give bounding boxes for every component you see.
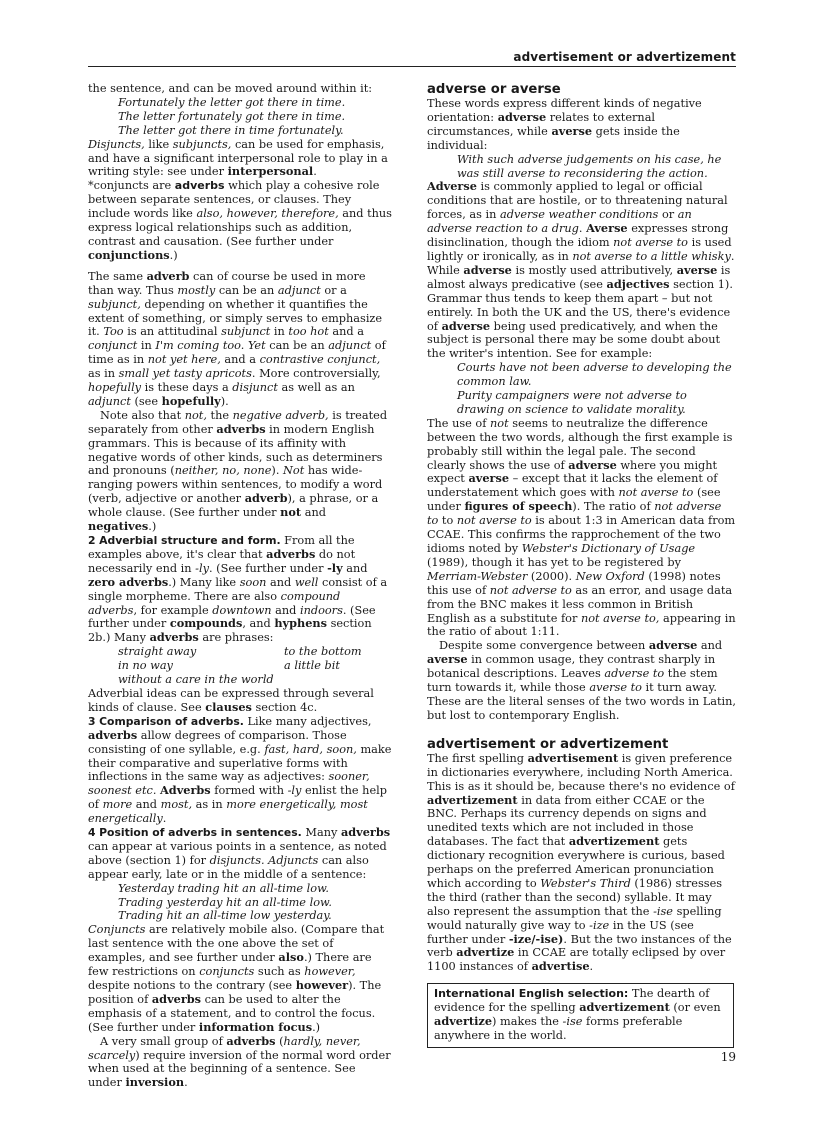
header-rule <box>88 66 736 67</box>
example: Trading hit an all-time low yesterday. <box>118 909 332 923</box>
box-label: International English selection: <box>434 987 629 1001</box>
example: Yesterday trading hit an all-time low. <box>118 881 330 895</box>
paragraph: 2 Adverbial structure and form. From all the examples above, it's clear that adverbs do not necessarily end in -ly. (See further under -ly and zero adverbs.) Many like soon and well consist of a single morpheme. There are also compound adverbs, for example downtown and indoors. (See further under compounds, and hyphens section 2b.) Many adverbs are phrases: <box>88 534 388 645</box>
paragraph: Conjuncts are relatively mobile also. (Compare that last sentence with the one above the set of examples, and see further under also.) There are few restrictions on conjuncts such as however, despite notions to the contrary (see however). The position of adverbs can be used to alter the emphasis of a statement, and to control the focus. (See further under information focus.) <box>88 923 385 1034</box>
page-number: 19 <box>720 1050 736 1064</box>
paragraph: Disjuncts, like subjuncts, can be used for emphasis, and have a significant interpersonal role to play in a writing style: see under interpersonal. <box>88 137 388 179</box>
headword-adverse: adverse or averse <box>427 82 561 97</box>
example: The letter got there in time fortunately. <box>118 123 344 137</box>
example: Courts have not been adverse to developing the common law. <box>457 361 732 389</box>
paragraph: The same adverb can of course be used in more than way. Thus mostly can be an adjunct or a subjunct, depending on whether it quantifies the extent of something, or simply serves to emphasize it. Too is an attitudinal subjunct in too hot and a conjunct in I'm coming too. Yet can be an adjunct of time as in not yet here, and a contrastive conjunct, as in small yet tasty apricots. More controversially, hopefully is these days a disjunct as well as an adjunct (see hopefully). <box>88 268 386 408</box>
paragraph: A very small group of adverbs (hardly, never, scarcely) require inversion of the normal word order when used at the beginning of a sentence. See under inversion. <box>88 1033 391 1090</box>
paragraph: The first spelling advertisement is given preference in dictionaries everywhere, including North America. This is as it should be, because there's no evidence of advertizement in data from either CCAE or the BNC. Perhaps its currency depends on signs and unedited texts which are not included in those databases. The fact that advertizement gets dictionary recognition everywhere is curious, based perhaps on the preferred American pronunciation which according to Webster's Third (1986) stresses the third (rather than the second) syllable. It may also represent the assumption that the -ise spelling would naturally give way to -ize in the US (see further under -ize/-ise). But the two instances of the verb advertize in CCAE are totally eclipsed by over 1100 instances of advertise. <box>427 750 735 974</box>
example: Trading yesterday hit an all-time low. <box>118 895 332 909</box>
paragraph: Despite some convergence between adverse and averse in common usage, they contrast sharply in botanical descriptions. Leaves adverse to the stem turn towards it, while those averse to it turn away. These are the literal senses of the two words in Latin, but lost to contemporary English. <box>427 638 736 722</box>
headword-advertisement: advertisement or advertizement <box>427 736 669 752</box>
paragraph: Adverbial ideas can be expressed through several kinds of clause. See clauses section 4c. <box>88 686 374 714</box>
paragraph: Note also that not, the negative adverb, is treated separately from other adverbs in modern English grammars. This is because of its affinity with negative words of other kinds, such as determiners and pronouns (neither, no, none). Not has wide-ranging powers within sentences, to modify a word (verb, adjective or another adverb), a phrase, or a whole clause. (See further under not and negatives.) <box>88 408 388 534</box>
paragraph: 3 Comparison of adverbs. Like many adjectives, adverbs allow degrees of comparison. Those consisting of one syllable, e.g. fast, hard, soon, make their comparative and superlative forms with inflections in the same way as adjectives: sooner, soonest etc. Adverbs formed with -ly enlist the help of more and most, as in more energetically, most energetically. <box>88 714 392 826</box>
example: a little bit <box>284 659 340 673</box>
example: The letter fortunately got there in time. <box>118 109 346 123</box>
international-english-box: International English selection: The dearth of evidence for the spelling advertizement (or even advertize) makes the -ise forms preferable anywhere in the world. <box>427 983 734 1048</box>
paragraph: Adverse is commonly applied to legal or official conditions that are hostile, or to threatening natural forces, as in adverse weather conditions or an adverse reaction to a drug. Averse expresses strong disinclination, though the idiom not averse to is used lightly or ironically, as in not averse to a little whisky. While adverse is mostly used attributively, averse is almost always predicative (see adjectives section 1). Grammar thus tends to keep them apart – but not entirely. In both the UK and the US, there's evidence of adverse being used predicatively, and when the subject is personal there may be some doubt about the writer's intention. See for example: <box>427 179 735 361</box>
right-column <box>427 82 736 1048</box>
left-column <box>88 82 392 1090</box>
example: Purity campaigners were not adverse to drawing on science to validate morality. <box>457 389 687 416</box>
paragraph: *conjuncts are adverbs which play a cohesive role between separate sentences, or clauses. They include words like also, however, therefore, and thus express logical relationships such as addition, contrast and causation. (See further under conjunctions.) <box>88 179 392 262</box>
example: straight away <box>118 645 197 659</box>
example: in no way <box>118 659 173 673</box>
paragraph: These words express different kinds of negative orientation: adverse relates to external circumstances, while averse gets inside the individual: <box>427 97 702 152</box>
phrase-examples <box>88 645 392 673</box>
example: to the bottom <box>284 645 362 659</box>
running-head: advertisement or advertizement <box>513 50 736 64</box>
example: Fortunately the letter got there in time. <box>118 95 346 109</box>
paragraph: The use of not seems to neutralize the difference between the two words, although the first example is probably still within the legal pale. The second clearly shows the use of adverse where you might expect averse – except that it lacks the element of understatement which goes with not averse to (see under figures of speech). The ratio of not adverse to to not averse to is about 1:3 in American data from CCAE. This confirms the rapprochement of the two idioms noted by Webster's Dictionary of Usage (1989), though it has yet to be registered by Merriam-Webster (2000). New Oxford (1998) notes this use of not adverse to as an error, and usage data from the BNC makes it less common in British English as a substitute for not averse to, appearing in the ratio of about 1:11. <box>427 416 736 639</box>
example: without a care in the world <box>118 673 274 687</box>
example: With such adverse judgements on his case, he was still averse to reconsidering the action. <box>457 152 722 180</box>
paragraph: 4 Position of adverbs in sentences. Many adverbs can appear at various points in a sentence, as noted above (section 1) for disjuncts. Adjuncts can also appear early, late or in the middle of a sentence: <box>88 825 391 881</box>
paragraph: the sentence, and can be moved around within it: <box>88 82 373 95</box>
